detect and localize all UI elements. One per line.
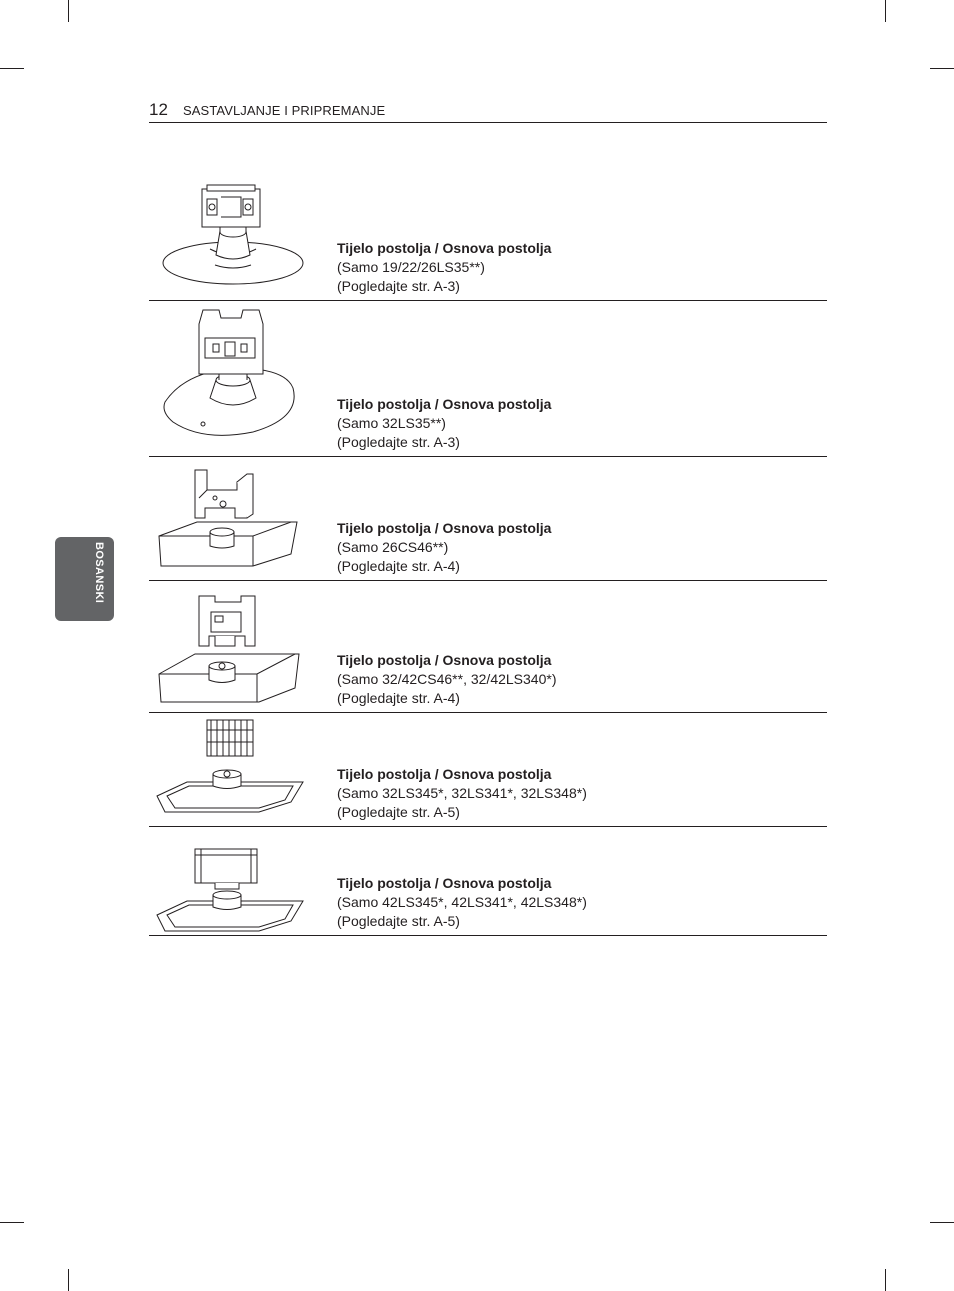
part-models: (Samo 32LS35**) (337, 415, 446, 431)
stand-flat-base-wide-icon (155, 845, 305, 935)
part-models: (Samo 32LS345*, 32LS341*, 32LS348*) (337, 785, 587, 801)
part-row (149, 301, 827, 457)
crop-mark (68, 0, 69, 22)
crop-mark (930, 1222, 954, 1223)
part-description (337, 874, 587, 931)
part-reference: (Pogledajte str. A-4) (337, 558, 460, 574)
stand-flat-base-icon (155, 716, 305, 824)
parts-list (149, 175, 827, 936)
part-reference: (Pogledajte str. A-5) (337, 804, 460, 820)
page-number: 12 (149, 100, 168, 119)
part-description (337, 651, 556, 708)
section-title: SASTAVLJANJE I PRIPREMANJE (183, 103, 386, 118)
part-title: Tijelo postolja / Osnova postolja (337, 652, 552, 668)
part-title: Tijelo postolja / Osnova postolja (337, 240, 552, 256)
stand-rect-base-large-icon (155, 586, 305, 711)
part-models: (Samo 32/42CS46**, 32/42LS340*) (337, 671, 557, 687)
part-reference: (Pogledajte str. A-4) (337, 690, 460, 706)
part-reference: (Pogledajte str. A-3) (337, 434, 460, 450)
crop-mark (0, 68, 24, 69)
crop-mark (930, 68, 954, 69)
part-title: Tijelo postolja / Osnova postolja (337, 875, 552, 891)
part-models: (Samo 26CS46**) (337, 539, 449, 555)
part-description (337, 765, 587, 822)
part-reference: (Pogledajte str. A-3) (337, 278, 460, 294)
language-tab (55, 537, 114, 621)
stand-oval-base-icon (155, 179, 305, 299)
language-tab-label: BOSANSKI (93, 542, 105, 604)
part-description (337, 239, 551, 296)
part-description (337, 519, 551, 576)
part-description (337, 395, 551, 452)
page-header (149, 100, 827, 123)
part-models: (Samo 19/22/26LS35**) (337, 259, 485, 275)
crop-mark (885, 0, 886, 22)
part-row (149, 175, 827, 301)
crop-mark (885, 1269, 886, 1291)
part-title: Tijelo postolja / Osnova postolja (337, 766, 552, 782)
crop-mark (0, 1222, 24, 1223)
part-models: (Samo 42LS345*, 42LS341*, 42LS348*) (337, 894, 587, 910)
part-row (149, 713, 827, 827)
part-row (149, 457, 827, 581)
part-reference: (Pogledajte str. A-5) (337, 913, 460, 929)
stand-rounded-base-icon (155, 304, 305, 454)
part-row (149, 827, 827, 936)
crop-mark (68, 1269, 69, 1291)
part-title: Tijelo postolja / Osnova postolja (337, 396, 552, 412)
stand-rect-base-icon (155, 462, 305, 577)
part-title: Tijelo postolja / Osnova postolja (337, 520, 552, 536)
part-row (149, 581, 827, 713)
